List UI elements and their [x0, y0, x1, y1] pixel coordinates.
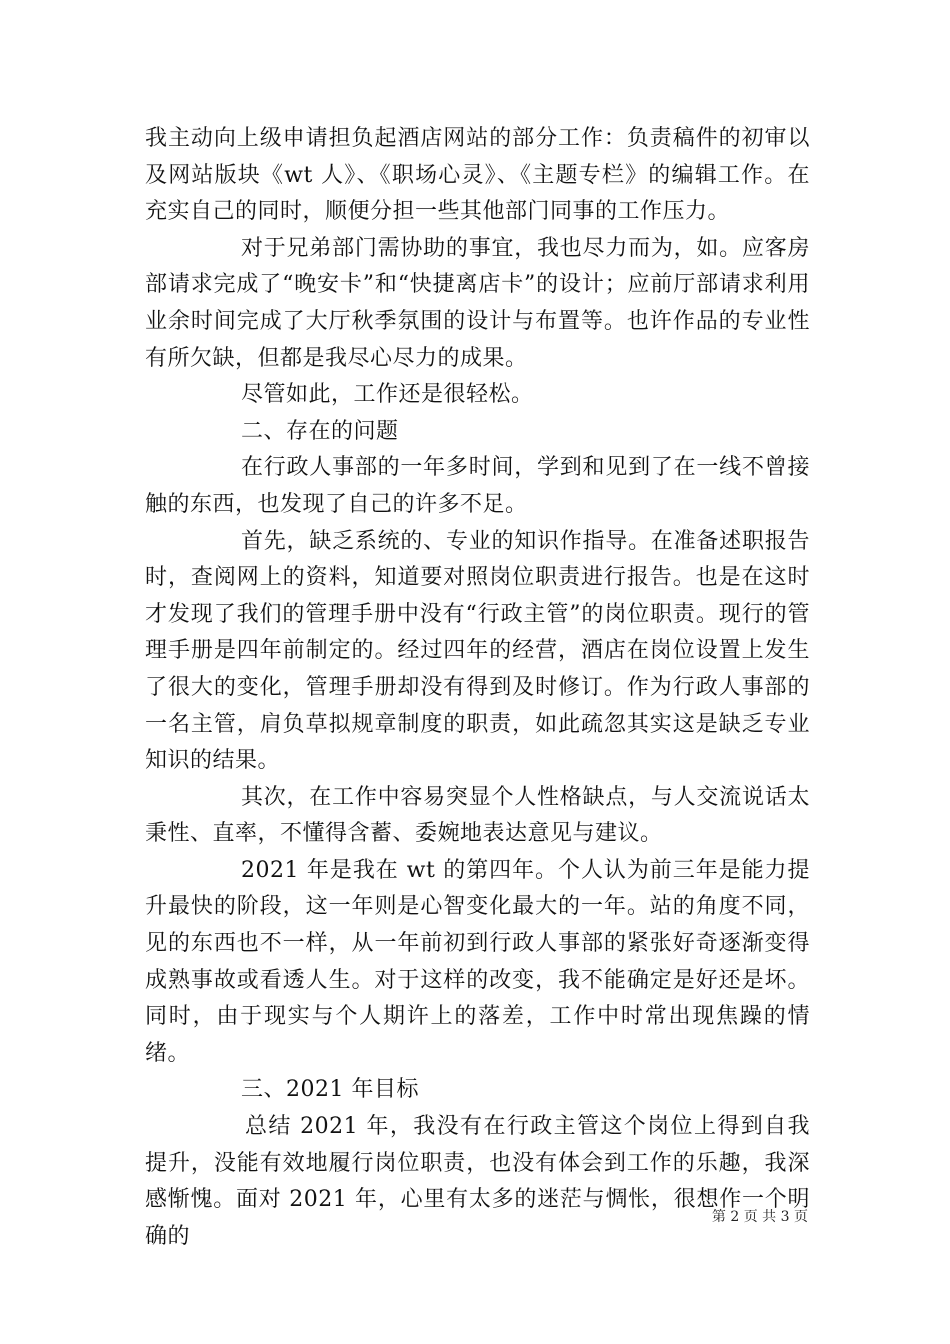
- document-body: [145, 121, 810, 1255]
- paragraph: 对于兄弟部门需协助的事宜，我也尽力而为，如。应客房部请求完成了“晚安卡”和“快捷离店卡”的设计；应前厅部请求利用业余时间完成了大厅秋季氛围的设计与布置等。也许作品的专业性有所欠缺，但都是我尽心尽力的成果。: [145, 235, 810, 371]
- paragraph: 尽管如此，工作还是很轻松。: [241, 382, 534, 408]
- paragraph: 我主动向上级申请担负起酒店网站的部分工作：负责稿件的初审以及网站版块《wt 人》、《职场心灵》、《主题专栏》的编辑工作。在充实自己的同时，顺便分担一些其他部门同事的工作压力。: [145, 126, 810, 225]
- paragraph: 2021 年是我在 wt 的第四年。个人认为前三年是能力提升最快的阶段，这一年则是心智变化最大的一年。站的角度不同，见的东西也不一样，从一年前初到行政人事部的紧张好奇逐渐变得成熟事故或看透人生。对于这样的改变，我不能确定是好还是坏。同时，由于现实与个人期许上的落差，工作中时常出现焦躁的情绪。: [145, 857, 810, 1066]
- paragraph: 在行政人事部的一年多时间，学到和见到了在一线不曾接触的东西，也发现了自己的许多不足。: [145, 455, 810, 517]
- paragraph: 其次，在工作中容易突显个人性格缺点，与人交流说话太秉性、直率，不懂得含蓄、委婉地表达意见与建议。: [145, 784, 810, 847]
- paragraph: 首先，缺乏系统的、专业的知识作指导。在准备述职报告时，查阅网上的资料，知道要对照岗位职责进行报告。也是在这时才发现了我们的管理手册中没有“行政主管”的岗位职责。现行的管理手册是四年前制定的。经过四年的经营，酒店在岗位设置上发生了很大的变化，管理手册却没有得到及时修订。作为行政人事部的一名主管，肩负草拟规章制度的职责，如此疏忽其实这是缺乏专业知识的结果。: [145, 528, 810, 774]
- section-heading: 三、2021 年目标: [241, 1077, 419, 1103]
- page-number: 第 2 页 共 3 页: [711, 1209, 808, 1225]
- paragraph: 总结 2021 年，我没有在行政主管这个岗位上得到自我提升，没能有效地履行岗位职责，也没有体会到工作的乐趣，我深感惭愧。面对 2021 年，心里有太多的迷茫与惆怅，很想作一个明确的: [145, 1114, 810, 1249]
- section-heading: 二、存在的问题: [241, 418, 399, 444]
